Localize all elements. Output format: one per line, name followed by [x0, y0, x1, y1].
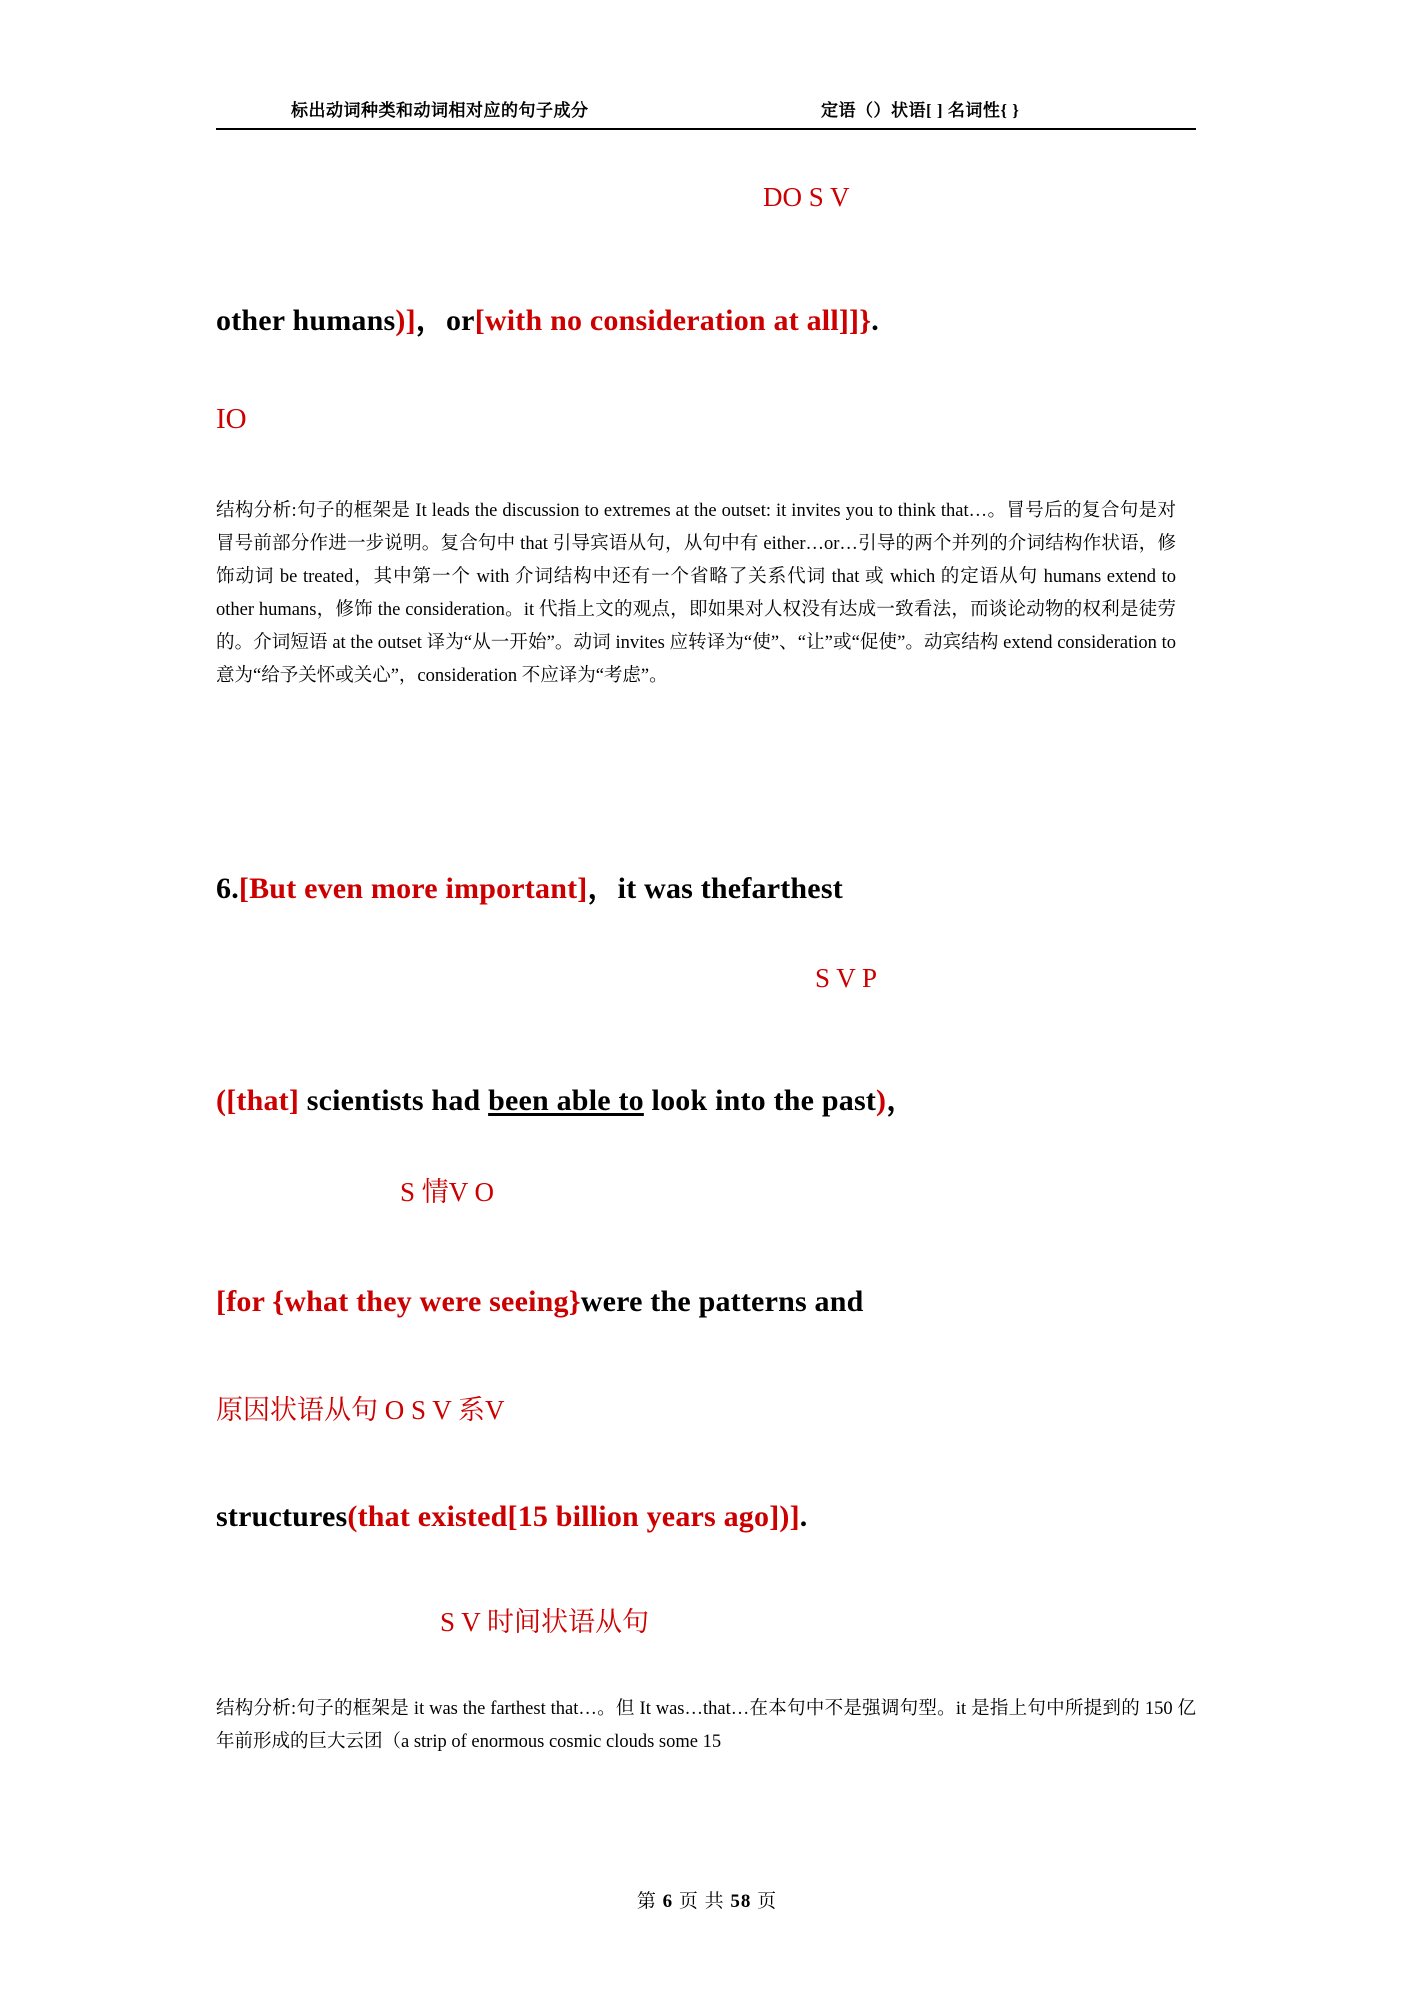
grammar-marks-line-2: S V P — [815, 963, 878, 993]
sentence-part-black-2: ，or — [415, 304, 475, 337]
sentence-6-cause-clause: [for {what they were seeing} — [216, 1285, 581, 1318]
footer-middle: 页 共 — [678, 1891, 725, 1912]
sentence-6-line3-black: were the patterns and — [580, 1285, 864, 1318]
footer-prefix: 第 — [636, 1891, 657, 1912]
footer-suffix: 页 — [757, 1891, 778, 1912]
structure-analysis-paragraph-1: 结构分析:句子的框架是 It leads the discussion to extremes at the outset: it invites you to think that…。冒号后的复合句是对冒号前部分作进一步说明。复合句中 that 引导宾语从句，从句中有 either…or…引导的两个并列的介词结构作状语，修饰动词 be treated，其中第一个 with 介词结构中还有一个省略了关系代词 that 或 which 的定语从句 humans extend to other humans，修饰 the consideration。it 代指上文的观点，即如果对人权没有达成一致看法，而谈论动物的权利是徒劳的。介词短语 at the outset 译为“从一开始”。动词 invites 应转译为“使”、“让”或“促使”。动宾结构 extend consideration to 意为“给予关怀或关心”，consideration 不应译为“考虑”。 — [216, 501, 1176, 686]
sentence-6-period: . — [799, 1500, 808, 1533]
grammar-marks-line-4: 原因状语从句 O S V 系V — [216, 1395, 505, 1425]
sentence-6-time-adverbial: [15 billion years ago] — [507, 1500, 780, 1533]
sentence-part-black-1: other humans — [216, 304, 396, 337]
sentence-6-number: 6. — [216, 872, 239, 905]
sentence-6-comma: ， — [886, 1084, 917, 1117]
sentence-6-line-2 — [216, 1075, 916, 1119]
page-footer — [0, 1886, 1414, 1913]
grammar-marks-line-1: DO S V — [763, 182, 850, 212]
sentence-6-close-brackets: )] — [779, 1500, 800, 1533]
sentence-6-mid-text: scientists had — [299, 1084, 489, 1117]
sentence-part-red-2: [with no consideration at all]]} — [474, 304, 872, 337]
sentence-6-bracket-open: ([ — [216, 1084, 237, 1117]
sentence-6-part-black-1: ，it was thefarthest — [587, 872, 843, 905]
sentence-6-structures: structures — [216, 1500, 348, 1533]
header-left-text: 标出动词种类和动词相对应的句子成分 — [291, 101, 589, 120]
grammar-mark-io: IO — [216, 403, 247, 435]
sentence-part-black-3: . — [871, 304, 879, 337]
sentence-6-line-1 — [216, 863, 843, 907]
sentence-continuation-line — [216, 295, 879, 339]
header-right-text: 定语（）状语[ ] 名词性{ } — [821, 101, 1020, 120]
grammar-marks-line-5: S V 时间状语从句 — [440, 1607, 650, 1637]
sentence-6-that: that] — [236, 1084, 300, 1117]
sentence-6-relative-clause: (that existed — [347, 1500, 508, 1533]
page-header — [216, 96, 1196, 130]
structure-analysis-paragraph-2: 结构分析:句子的框架是 it was the farthest that…。但 It was…that…在本句中不是强调句型。it 是指上句中所提到的 150 亿年前形成的巨大云团（a strip of enormous cosmic clouds some 15 — [216, 1699, 1196, 1752]
sentence-part-red-1: )] — [395, 304, 416, 337]
footer-total-pages: 58 — [730, 1891, 752, 1912]
sentence-6-part-red-1: [But even more important] — [238, 872, 588, 905]
sentence-6-line-4 — [216, 1500, 808, 1534]
sentence-6-tail-text: look into the past — [643, 1084, 877, 1117]
sentence-6-bracket-close: ) — [876, 1084, 887, 1117]
grammar-marks-line-3: S 情V O — [400, 1177, 495, 1207]
sentence-6-underlined-phrase: been able to — [488, 1084, 644, 1117]
footer-page-number: 6 — [662, 1891, 674, 1912]
sentence-6-line-3 — [216, 1285, 864, 1319]
